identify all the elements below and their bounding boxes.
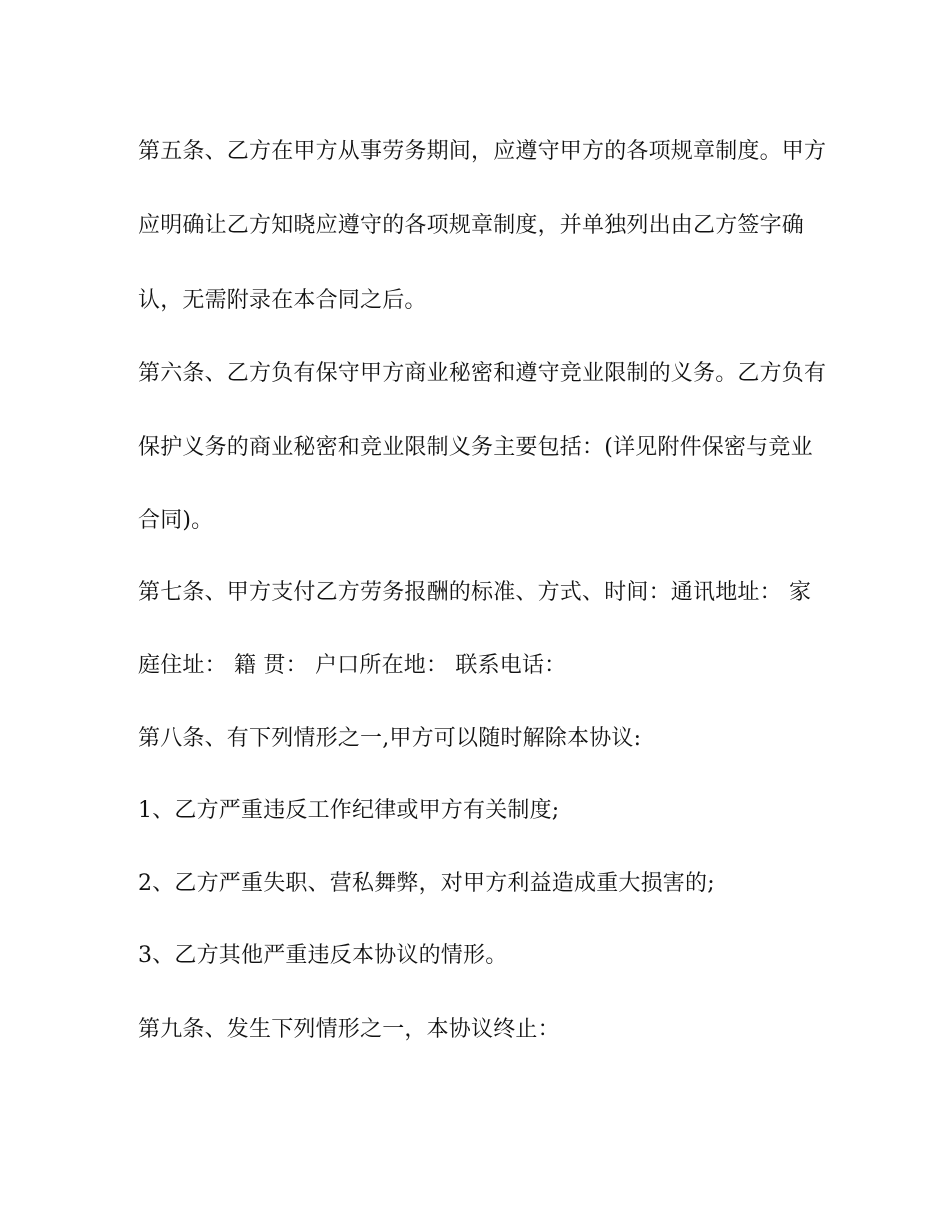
article-7-line-1: 第七条、甲方支付乙方劳务报酬的标准、方式、时间：通讯地址： 家 bbox=[138, 580, 812, 605]
article-6-line-1: 第六条、乙方负有保守甲方商业秘密和遵守竞业限制的义务。乙方负有 bbox=[138, 361, 827, 386]
article-5-line-1: 第五条、乙方在甲方从事劳务期间，应遵守甲方的各项规章制度。甲方 bbox=[138, 139, 827, 164]
article-6-line-2: 保护义务的商业秘密和竞业限制义务主要包括：(详见附件保密与竞业 bbox=[138, 435, 813, 460]
article-7-line-2: 庭住址： 籍 贯： 户口所在地： 联系电话： bbox=[138, 653, 567, 678]
article-8-item-3: 3、乙方其他严重违反本协议的情形。 bbox=[138, 943, 508, 968]
article-8-item-1: 1、乙方严重违反工作纪律或甲方有关制度; bbox=[138, 798, 560, 823]
article-5-line-3: 认，无需附录在本合同之后。 bbox=[138, 288, 427, 313]
article-8-heading: 第八条、有下列情形之一,甲方可以随时解除本协议: bbox=[138, 726, 642, 751]
article-6-line-3: 合同)。 bbox=[138, 508, 214, 533]
article-9-heading: 第九条、发生下列情形之一，本协议终止： bbox=[138, 1017, 560, 1042]
article-8-item-2: 2、乙方严重失职、营私舞弊，对甲方利益造成重大损害的; bbox=[138, 871, 715, 896]
article-5-line-2: 应明确让乙方知晓应遵守的各项规章制度，并单独列出由乙方签字确 bbox=[138, 213, 805, 238]
